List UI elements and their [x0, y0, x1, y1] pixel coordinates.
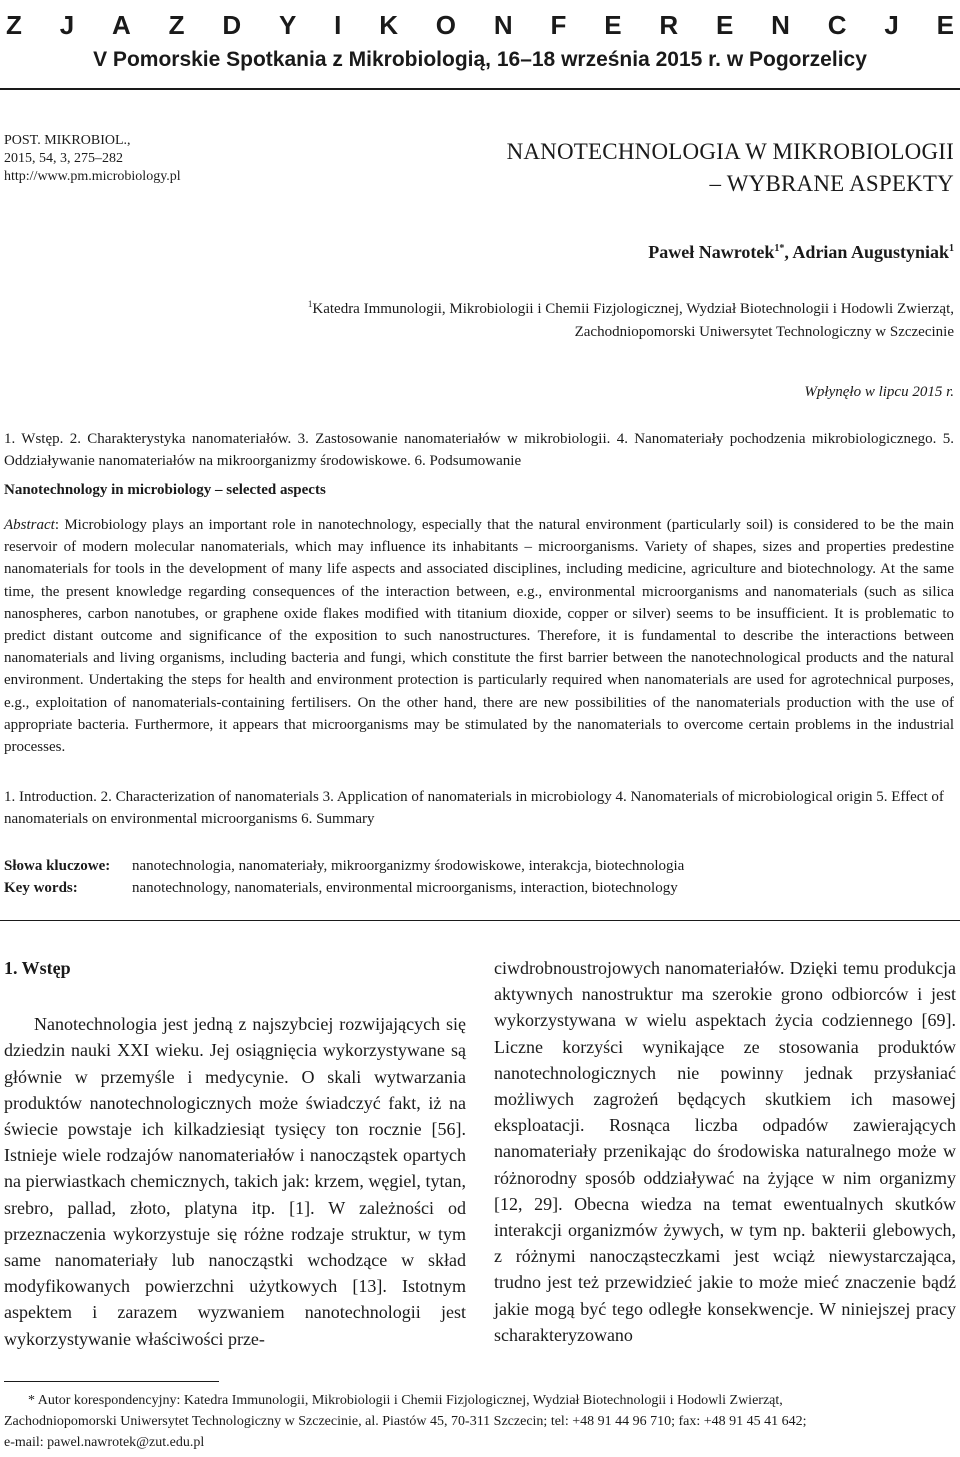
- header-divider: [0, 88, 960, 90]
- title-letter: E: [936, 10, 954, 40]
- title-letter: Z: [168, 10, 185, 40]
- footnote-line2: Zachodniopomorski Uniwersytet Technologiczny w Szczecinie, al. Piastów 45, 70-311 Szczecin; tel: +48 91 44 96 710; fax: +48 91 45 41 642;: [4, 1414, 807, 1429]
- title-letter: O: [435, 10, 457, 40]
- body-paragraph: Nanotechnologia jest jedną z najszybciej rozwijających się dziedzin nauki XXI wieku. Jej osiągnięcia wykorzystywane są głównie w przemyśle i medycynie. O skali wytwarzania produktów nanotechnologicznych może świadczyć fakt, iż na świecie powstaje ich kilkadziesiąt tysięcy ton rocznie [56]. Istnieje wiele rodzajów nanomateriałów i nanocząstek opartych na pierwiastkach chemicznych, takich jak: krzem, węgiel, tytan, srebro, pallad, złoto, platyna itp. [1]. W zależności od przeznaczenia wykorzystuje się różne rodzaje struktur, w tym same nanomateriały lub nanocząstki wchodzące w skład modyfikowanych powierzchni użytkowych [13]. Istotnym aspektem i zarazem wyzwaniem nanotechnologii jest wykorzystywanie właściwości prze-: [4, 1014, 466, 1349]
- author-superscript: 1*: [774, 243, 785, 254]
- received-date: Wpłynęło w lipcu 2015 r.: [804, 384, 954, 400]
- keywords-pl-label: Słowa kluczowe:: [4, 858, 111, 874]
- affiliation-superscript: 1: [307, 299, 313, 309]
- title-letter: C: [827, 10, 847, 40]
- journal-name: POST. MIKROBIOL.,: [4, 133, 131, 148]
- title-letter: I: [334, 10, 342, 40]
- body-paragraph: ciwdrobnoustrojowych nanomateriałów. Dzięki temu produkcja aktywnych nanostruktur ma szerokie grono odbiorców i jest wykorzystywana w wielu aspektach życia codziennego [69]. Liczne korzyści wynikające ze stosowania produktów nanotechnologicznych nie powinny jednak przysłaniać możliwych zagrożeń będących skutkiem ich masowej eksploatacji. Rosnąca liczba odpadów zawierających nanomateriały przenikając do środowiska naturalnego może w różnorodny sposób oddziaływać na żyjące w nim organizmy [12, 29]. Obecna wiedza na temat ewentualnych skutków interakcji organizmów żywych, w tym np. bakterii glebowych, z różnymi nanocząsteczkami jest wciąż niewystarczająca, trudno jest też przewidzieć jakie to może mieć znaczenie bądź jakie mogą być tego odległe konsekwencje. W niniejszej pracy scharakteryzowano: [494, 958, 956, 1345]
- affiliation-line2: Zachodniopomorski Uniwersytet Technologiczny w Szczecinie: [574, 324, 954, 340]
- english-title: Nanotechnology in microbiology – selected aspects: [4, 482, 326, 498]
- title-letter: Y: [278, 10, 297, 40]
- section-title-spaced: [6, 10, 954, 41]
- affiliation-line1: Katedra Immunologii, Mikrobiologii i Chemii Fizjologicznej, Wydział Biotechnologii i Hodowli Zwierząt,: [312, 301, 954, 317]
- title-letter: Z: [6, 10, 22, 40]
- footnote: [4, 1390, 954, 1453]
- body-divider: [0, 920, 960, 921]
- section-heading: 1. Wstęp: [4, 958, 71, 978]
- article-title-line1: NANOTECHNOLOGIA W MIKROBIOLOGII: [506, 139, 954, 164]
- title-letter: J: [884, 10, 899, 40]
- journal-citation: 2015, 54, 3, 275–282: [4, 151, 123, 166]
- title-letter: K: [379, 10, 398, 40]
- table-of-contents-en: 1. Introduction. 2. Characterization of nanomaterials 3. Application of nanomaterials in microbiology 4. Nanomaterials of microbiological origin 5. Effect of nanomaterials on environmental microorganisms 6. Summary: [4, 789, 944, 827]
- title-letter: J: [59, 10, 75, 40]
- title-letter: E: [715, 10, 734, 40]
- journal-meta: [4, 132, 181, 186]
- footnote-divider: [4, 1381, 219, 1382]
- keywords-pl-value: nanotechnologia, nanomateriały, mikroorganizmy środowiskowe, interakcja, biotechnologia: [132, 858, 685, 874]
- title-letter: N: [771, 10, 790, 40]
- title-letter: D: [222, 10, 242, 40]
- title-letter: N: [493, 10, 513, 40]
- author-separator: , Adrian Augustyniak: [784, 242, 949, 262]
- article-title: [394, 136, 954, 200]
- keywords: [4, 855, 684, 899]
- keywords-en-label: Key words:: [4, 880, 78, 896]
- conference-subtitle: V Pomorskie Spotkania z Mikrobiologią, 16–18 września 2015 r. w Pogorzelicy: [93, 48, 867, 71]
- affiliation: [4, 293, 954, 344]
- title-letter: F: [550, 10, 567, 40]
- abstract-label: Abstract: [4, 517, 55, 533]
- article-title-line2: – WYBRANE ASPEKTY: [709, 171, 954, 196]
- journal-url[interactable]: http://www.pm.microbiology.pl: [4, 169, 181, 184]
- footnote-line3: e-mail: pawel.nawrotek@zut.edu.pl: [4, 1435, 205, 1450]
- author-name: Paweł Nawrotek: [648, 242, 775, 262]
- title-letter: E: [604, 10, 622, 40]
- body-column-right: [494, 955, 956, 1348]
- abstract: [4, 514, 954, 758]
- title-letter: R: [659, 10, 679, 40]
- abstract-text: : Microbiology plays an important role in nanotechnology, especially that the natural environment (particularly soil) is considered to be the main reservoir of modern molecular nanomaterials, which may influence its inhabitants – microorganisms. Variety of shapes, sizes and properties predestine nanomaterials for tools in the development of many life aspects and associated disciplines, including medicine, agriculture and biotechnology. At the same time, the present knowledge regarding consequences of the interaction between, e.g., environmental microorganisms and nanomaterials (such as silica nanospheres, carbon nanotubes, or graphene oxide flakes modified with titanium dioxide, copper or silver) seems to be insufficient. It is problematic to predict distant outcome and significance of the exposition to such nanostructures. Therefore, it is fundamental to describe the interactions between nanomaterials and living organisms, including bacteria and fungi, which constitute the first barrier between the nanotechnological products and the natural environment. Undertaking the steps for health and environment protection is particularly required when nanomaterials are used for agrotechnical purposes, e.g., exploitation of nanomaterials-containing fertilisers. On the other hand, there are new possibilities of the nanomaterials production with the use of appropriate bacteria. Furthermore, it appears that microorganisms may be stimulated by the nanomaterials to overcome certain problems in the industrial processes.: [4, 517, 954, 756]
- footnote-line1: * Autor korespondencyjny: Katedra Immunologii, Mikrobiologii i Chemii Fizjologicznej, Wydział Biotechnologii i Hodowli Zwierząt,: [28, 1393, 783, 1408]
- table-of-contents-pl: 1. Wstęp. 2. Charakterystyka nanomateriałów. 3. Zastosowanie nanomateriałów w mikrobiologii. 4. Nanomateriały pochodzenia mikrobiologicznego. 5. Oddziaływanie nanomateriałów na mikroorganizmy środowiskowe. 6. Podsumowanie: [4, 431, 954, 469]
- title-letter: A: [112, 10, 131, 40]
- body-column-left: [4, 955, 466, 1352]
- author-list: [648, 242, 954, 263]
- keywords-en-value: nanotechnology, nanomaterials, environmental microorganisms, interaction, biotechnology: [132, 880, 678, 896]
- author-superscript: 1: [949, 243, 954, 254]
